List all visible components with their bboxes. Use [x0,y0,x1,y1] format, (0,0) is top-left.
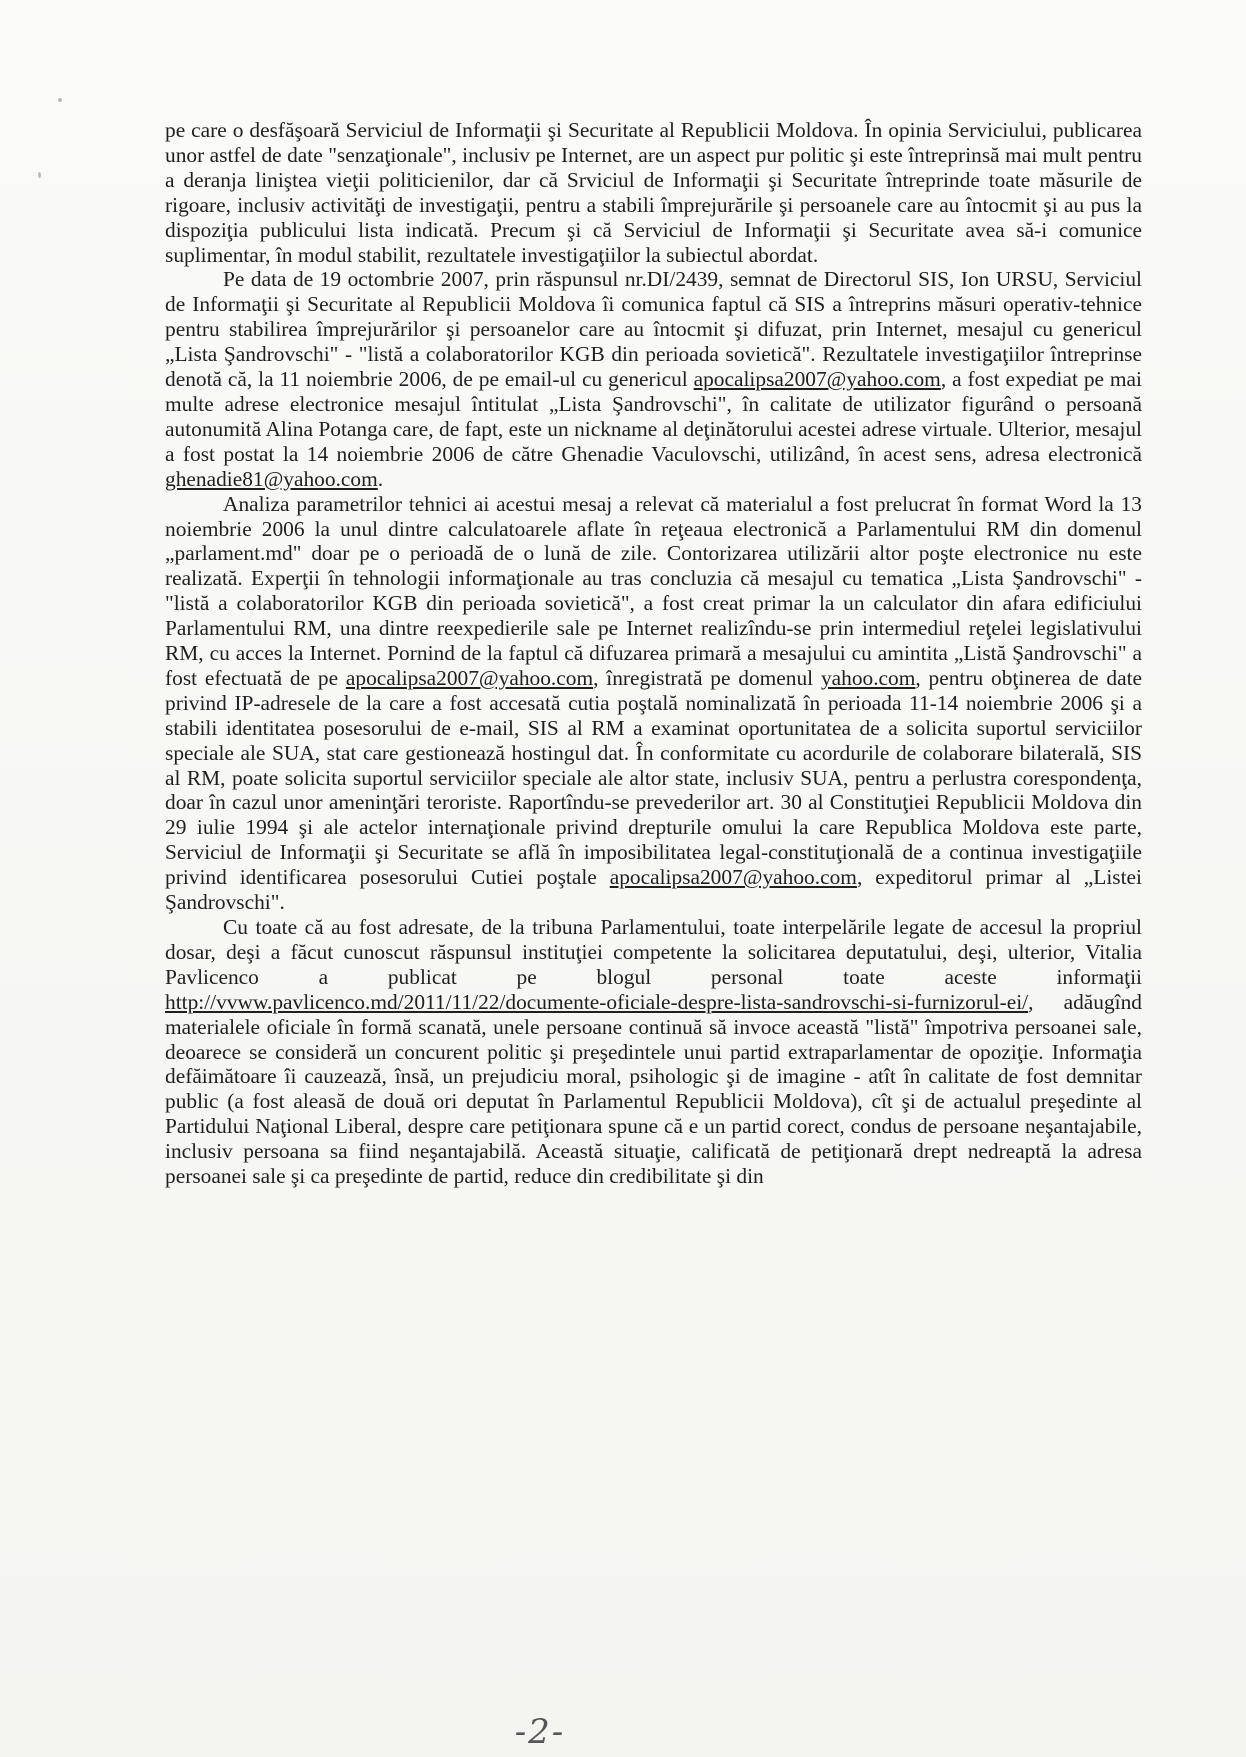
hyperlink-text[interactable]: apocalipsa2007@yahoo.com [345,665,594,690]
paragraph-text: Cu toate că au fost adresate, de la tribuna Parlamentului, toate interpelările legate de accesul la propriul dosar, deşi a făcut cunoscut răspunsul instituţiei competente la solicitarea deputatului, deşi, ulterior, Vitalia Pavlicenco a publicat pe blogul personal toate aceste informaţii [165,915,1142,989]
paragraph-text: Analiza parametrilor tehnici ai acestui mesaj a relevat că materialul a fost prelucrat în format Word la 13 noiembrie 2006 la unul dintre calculatoarele aflate în reţeaua electronică a Parlamentului RM din domenul „parlament.md" doar pe o perioadă de o lună de zile. Contorizarea utilizării altor poşte electronice nu este realizată. Experţii în tehnologii informaţionale au tras concluzia că mesajul cu tematica „Lista Şandrovschi" - "listă a colaboratorilor KGB din perioada sovietică", a fost creat primar la un calculator din afara edificiului Parlamentului RM, una dintre reexpedierile sale pe Internet realizîndu-se prin intermediul reţelei legislativului RM, cu acces la Internet. Pornind de la faptul că difuzarea primară a mesajului cu amintita „Listă Şandrovschi" a fost efectuată de pe [165,491,1142,690]
hyperlink-text[interactable]: apocalipsa2007@yahoo.com [693,367,941,392]
document-body [165,118,1142,1189]
paragraph-text: . [377,466,384,491]
hyperlink-text[interactable]: ghenadie81@yahoo.com [165,466,378,491]
paragraph-text: pe care o desfăşoară Serviciul de Informaţii şi Securitate al Republicii Moldova. În opinia Serviciului, publicarea unor astfel de date "senzaţionale", inclusiv pe Internet, are un aspect pur politic şi este întreprinsă mai mult pentru a deranja liniştea vieţii politicienilor, dar că Srviciul de Informaţii şi Securitate întreprinde toate măsurile de rigoare, inclusiv activităţi de investigaţii, pentru a stabili împrejurările şi persoanele care au întocmit şi au pus la dispoziţia publicului lista indicată. Precum şi că Serviciul de Informaţii şi Securitate avea să-i comunice suplimentar, în modul stabilit, rezultatele investigaţiilor la subiectul abordat. [165,118,1142,267]
paragraph [165,118,1142,267]
hyperlink-text[interactable]: apocalipsa2007@yahoo.com [609,865,857,890]
hyperlink-text[interactable]: http://vvww.pavlicenco.md/2011/11/22/documente-oficiale-despre-lista-sandrovschi-si-furnizorul-ei/ [165,989,1029,1014]
paragraph [165,492,1142,915]
paragraph [165,267,1142,491]
paragraph-text: , înregistrată pe domenul [593,665,821,690]
scan-speck [38,172,41,178]
paragraph [165,915,1142,1189]
paragraph-text: , adăugînd materialele oficiale în formă scanată, unele persoane continuă să invoce această "listă" împotriva persoanei sale, deoarece se consideră un concurent politic şi preşedintele unui partid extraparlamentar de opoziţie. Informaţia defăimătoare îi cauzează, însă, un prejudiciu moral, psihologic şi de imagine - atît în calitate de fost demnitar public (a fost aleasă de două ori deputat în Parlamentul Republicii Moldova), cît şi de actualul preşedinte al Partidului Naţional Liberal, despre care petiţionara spune că e un partid corect, condus de persoane neşantajabile, inclusiv persoana sa fiind neşantajabilă. Această situaţie, calificată de petiţionară drept nedreaptă la adresa persoanei sale şi ca preşedinte de partid, reduce din credibilitate şi din [165,989,1142,1189]
paragraph-text: Pe data de 19 octombrie 2007, prin răspunsul nr.DI/2439, semnat de Directorul SIS, Ion URSU, Serviciul de Informaţii şi Securitate al Republicii Moldova îi comunica faptul că SIS a întreprins măsuri operativ-tehnice pentru stabilirea împrejurărilor şi persoanelor care au întocmit şi difuzat, prin Internet, mesajul cu genericul „Lista Şandrovschi" - "listă a colaboratorilor KGB din perioada sovietică". Rezultatele investigaţiilor întreprinse denotă că, la 11 noiembrie 2006, de pe email-ul cu genericul [165,267,1142,392]
hyperlink-text[interactable]: yahoo.com [820,665,916,690]
paragraph-text: , expeditorul primar al „Listei Şandrovschi". [165,865,1142,915]
scan-speck [58,98,62,102]
paragraph-text: , pentru obţinerea de date privind IP-adresele de la care a fost accesată cutia poştală nominalizată în perioada 11-14 noiembrie 2006 şi a stabili identitatea posesorului de e-mail, SIS al RM a examinat oportunitatea de a solicita suportul serviciilor speciale ale SUA, stat care gestionează hostingul dat. În conformitate cu acordurile de colaborare bilaterală, SIS al RM, poate solicita suportul serviciilor speciale ale altor state, inclusiv SUA, pentru a perlustra corespondenţa, doar în cazul unor ameninţări teroriste. Raportîndu-se prevederilor art. 30 al Constituţiei Republicii Moldova din 29 iulie 1994 şi ale actelor internaţionale privind drepturile omului la care Republica Moldova este parte, Serviciul de Informaţii şi Securitate se află în imposibilitatea legal-constituţională de a continua investigaţiile privind identificarea posesorului Cutiei poştale [165,665,1143,890]
page-number: -2- [514,1712,566,1752]
paragraph-text: , a fost expediat pe mai multe adrese electronice mesajul întitulat „Lista Şandrovschi", în calitate de utilizator figurând o persoană autonumită Alina Potanga care, de fapt, este un nickname al deţinătorului acestei adrese virtuale. Ulterior, mesajul a fost postat la 14 noiembrie 2006 de către Ghenadie Vaculovschi, utilizând, în acest sens, adresa electronică [165,367,1142,466]
